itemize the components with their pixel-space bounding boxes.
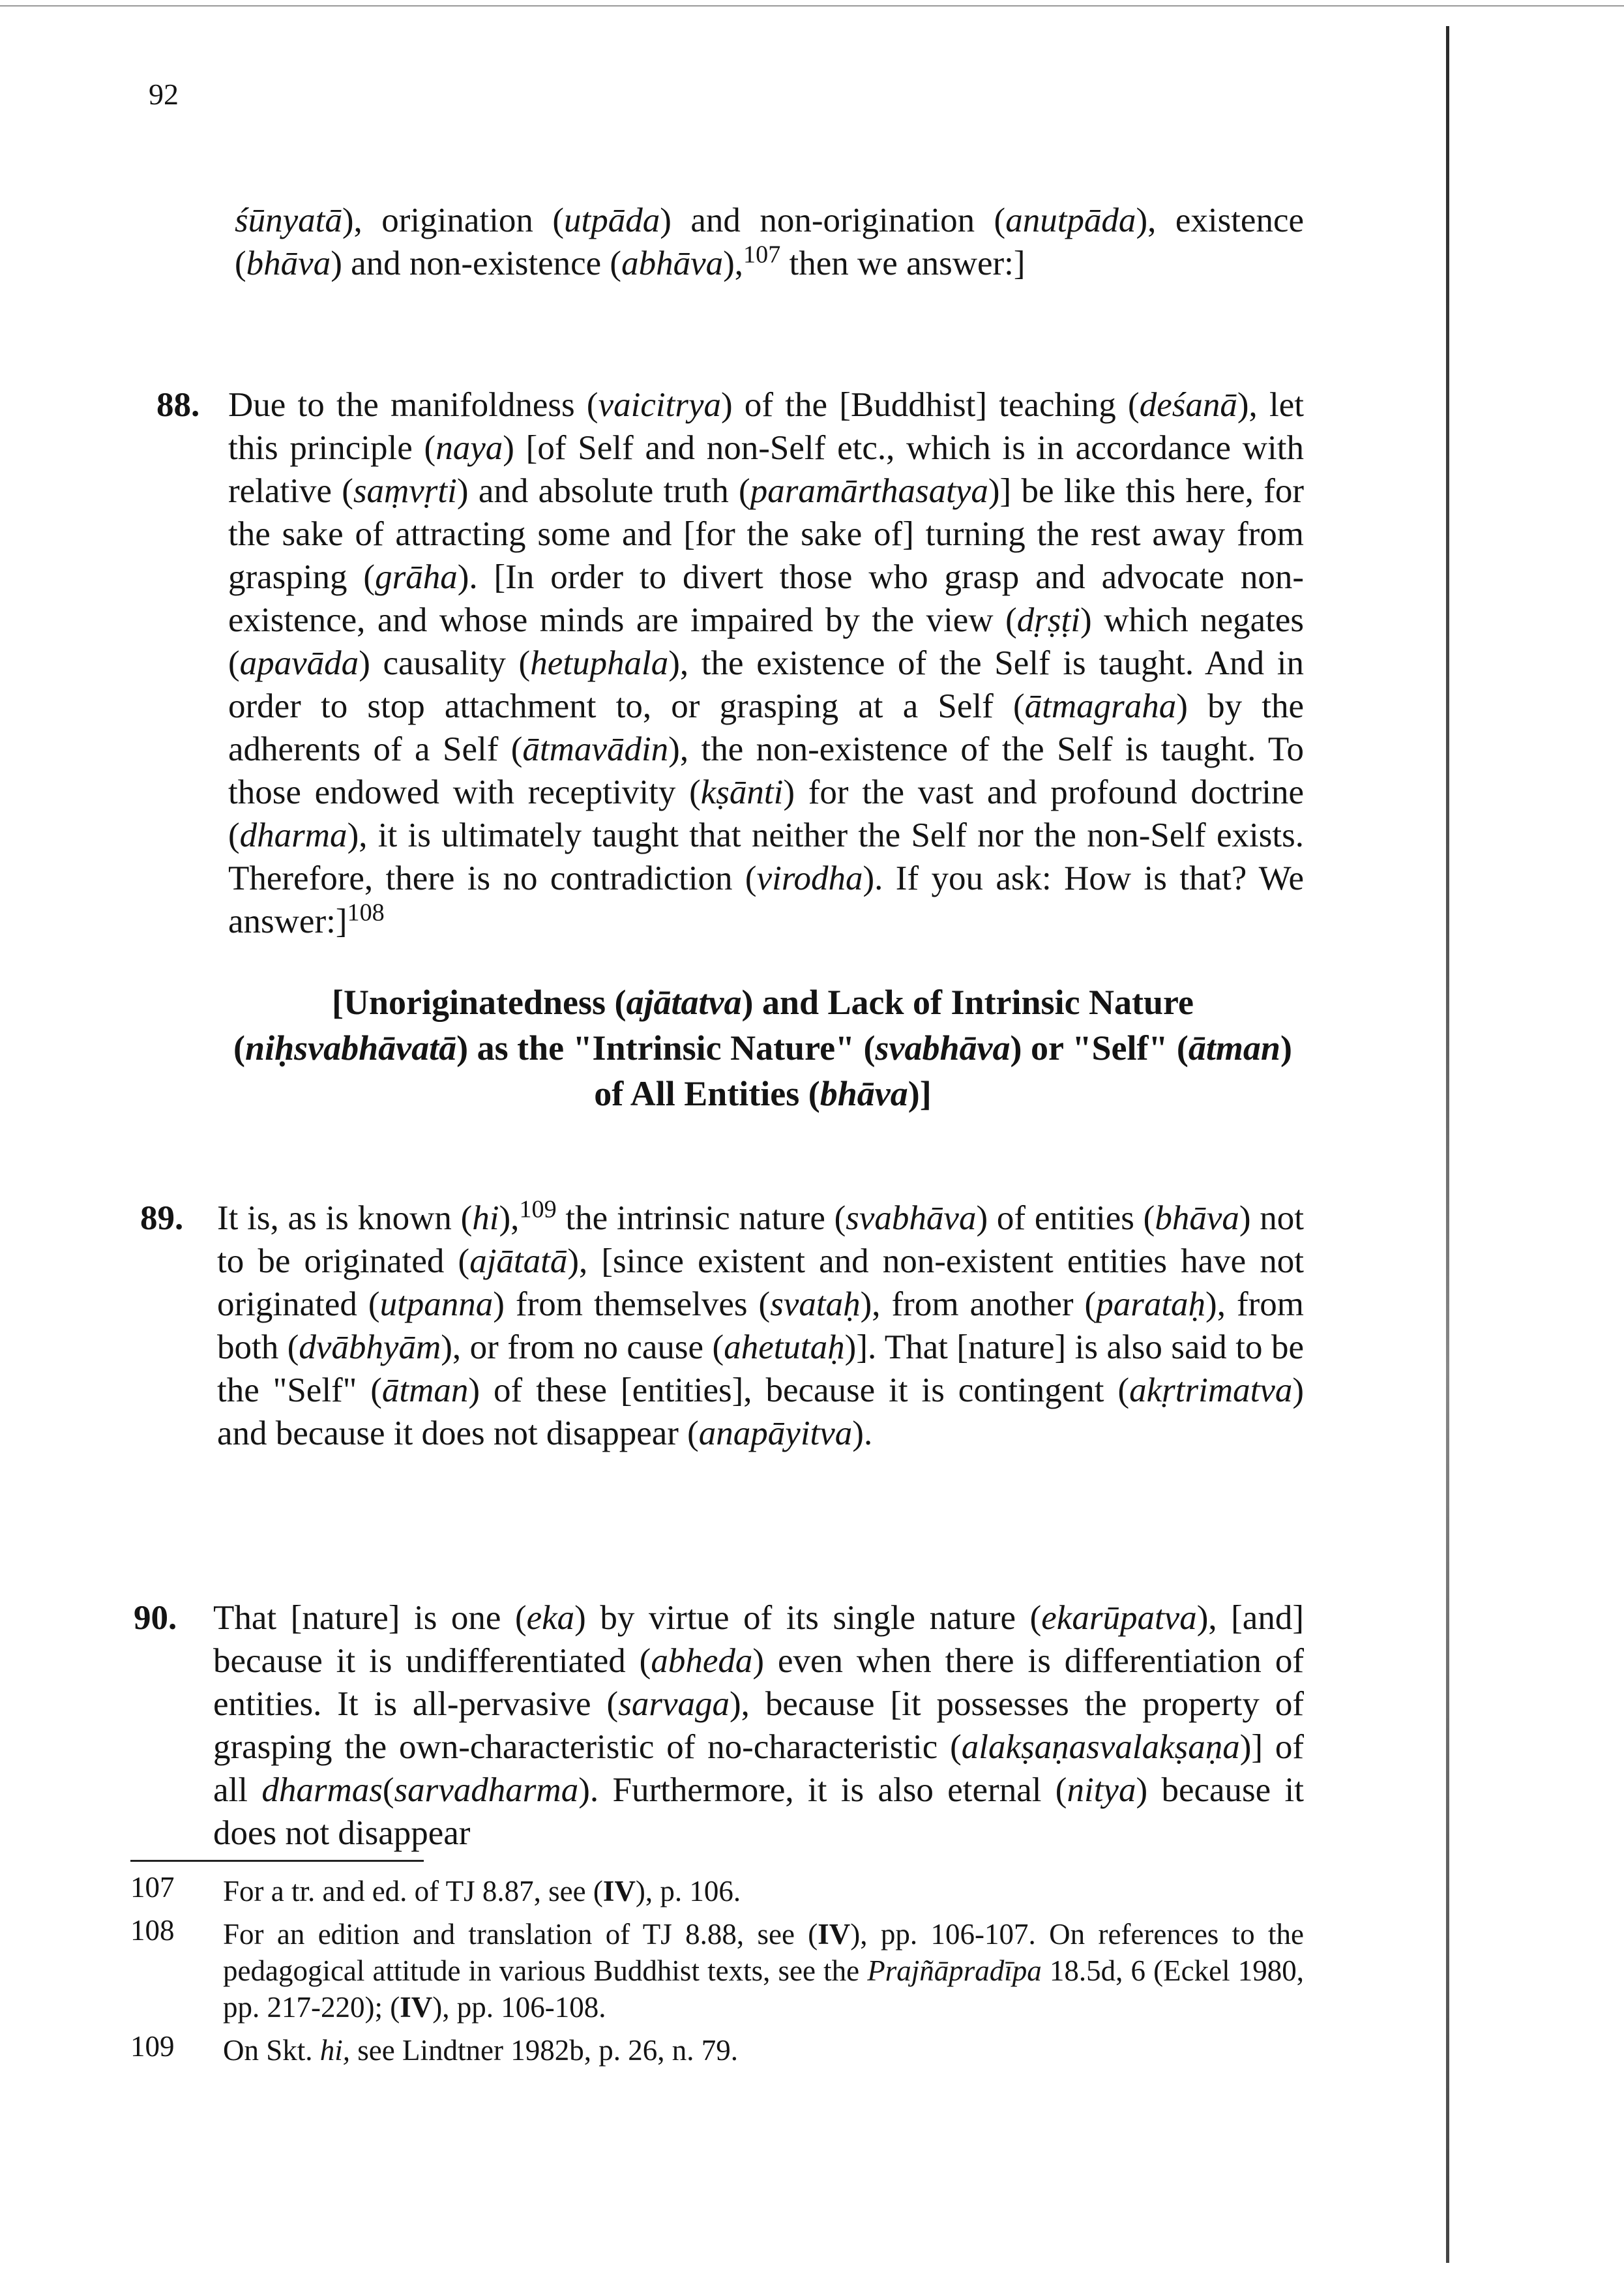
scan-binding-edge <box>1446 26 1449 2263</box>
italic-term: ātman <box>1188 1028 1280 1068</box>
italic-term: ātmavādin <box>522 730 669 768</box>
text-run: ) even when there is differentiation of entities. It is all-pervasive ( <box>213 1642 1304 1723</box>
verse-90 <box>134 1596 1304 1855</box>
text-run: ), from both ( <box>217 1285 1304 1366</box>
text-run: ), <box>499 1199 520 1237</box>
italic-term: sarvadharma <box>394 1771 579 1809</box>
italic-term: akṛtrimatva <box>1129 1371 1293 1409</box>
text-run: ( <box>382 1771 394 1809</box>
text-run: ), p. 106. <box>635 1875 741 1907</box>
text-run: ). <box>852 1414 873 1452</box>
italic-term: ajātatā <box>469 1242 568 1280</box>
text-run: ), existence ( <box>235 202 1304 282</box>
italic-term: ahetutaḥ <box>724 1328 845 1366</box>
text-run: 18.5d, 6 (Eckel 1980, pp. 217-220); ( <box>223 1954 1304 2024</box>
italic-term: naya <box>436 429 503 467</box>
italic-term: dṛṣṭi <box>1016 601 1080 639</box>
text-run: ), <box>723 245 744 282</box>
verse-text <box>213 1596 1304 1855</box>
verse-number: 88. <box>156 386 200 424</box>
italic-term: ātman <box>381 1371 469 1409</box>
footnote-divider <box>130 1860 424 1862</box>
verse-89 <box>140 1197 1304 1455</box>
text-run: ). If you ask: How is that? We answer:] <box>228 859 1304 940</box>
text-run: ) not to be originated ( <box>217 1199 1305 1280</box>
italic-term: śūnyatā <box>235 202 342 239</box>
intro-paragraph <box>235 199 1304 285</box>
text-run: On Skt. <box>223 2034 320 2067</box>
text-run: ), from another ( <box>860 1285 1097 1323</box>
italic-term: svabhāva <box>875 1028 1011 1068</box>
text-run: ), [and] because it is undifferentiated ( <box>213 1599 1304 1680</box>
text-run: ) of these [entities], because it is contingent ( <box>468 1371 1130 1409</box>
italic-term: niḥsvabhāvatā <box>245 1028 457 1068</box>
italic-term: alakṣaṇasvalakṣaṇa <box>961 1728 1240 1766</box>
verse-text <box>228 383 1304 943</box>
italic-term: parataḥ <box>1096 1285 1206 1323</box>
italic-term: hi <box>472 1199 499 1237</box>
italic-term: Prajñāpradīpa <box>867 1954 1042 1987</box>
italic-term: ātmagraha <box>1024 687 1177 725</box>
footnote-109 <box>130 2032 1304 2069</box>
text-run: ) as the "Intrinsic Nature" ( <box>456 1028 876 1068</box>
italic-term: virodha <box>756 859 863 897</box>
footnote-text <box>223 2032 1304 2069</box>
italic-term: ekarūpatva <box>1041 1599 1197 1637</box>
text-run: see Lindtner 1982b, p. 26, n. 79. <box>350 2034 738 2067</box>
text-run: ) and Lack of Intrinsic Nature ( <box>233 983 1194 1068</box>
text-run: ) by virtue of its single nature ( <box>574 1599 1042 1637</box>
italic-term: bhāva <box>246 245 331 282</box>
text-run: ), let this principle ( <box>228 386 1305 467</box>
text-run: ) which negates ( <box>228 601 1304 682</box>
text-run: For an edition and translation of TJ 8.88, see ( <box>223 1918 818 1951</box>
text-run: )] be like this here, for the sake of attracting some and [for the sake of] turning the rest away from grasping ( <box>228 472 1305 596</box>
scan-top-edge <box>0 5 1624 7</box>
italic-term: utpāda <box>563 202 660 239</box>
italic-term: abhāva <box>621 245 724 282</box>
text-run: Due to the manifoldness ( <box>228 386 598 424</box>
italic-term: hetuphala <box>530 644 669 682</box>
footnote-ref: 109 <box>519 1195 557 1223</box>
italic-term: sarvaga <box>618 1685 730 1723</box>
footnote-number: 109 <box>130 2030 175 2063</box>
verse-number: 89. <box>140 1199 184 1237</box>
italic-term: abheda <box>651 1642 753 1680</box>
text-run: ), or from no cause ( <box>441 1328 724 1366</box>
footnotes <box>130 1873 1304 2075</box>
text-run: ) and because it does not disappear ( <box>217 1371 1305 1452</box>
italic-term: dharma <box>239 816 347 854</box>
italic-term: deśanā <box>1139 386 1237 424</box>
italic-term: utpanna <box>379 1285 494 1323</box>
text-run: ) and non-existence ( <box>331 245 622 282</box>
italic-term: nitya <box>1067 1771 1136 1809</box>
text-run: ) from themselves ( <box>493 1285 771 1323</box>
text-run: ), pp. 106-108. <box>432 1991 606 2024</box>
footnote-108 <box>130 1916 1304 2025</box>
text-run: the intrinsic nature ( <box>556 1199 846 1237</box>
text-run: IV <box>400 1991 433 2024</box>
text-run: ). Furthermore, it is also eternal ( <box>578 1771 1067 1809</box>
footnote-text <box>223 1873 1304 1909</box>
text-run: ), pp. 106-107. On references to the pedagogical attitude in various Buddhist texts, see the <box>223 1918 1305 1987</box>
text-run: ) and absolute truth ( <box>456 472 750 510</box>
italic-term: apavāda <box>239 644 359 682</box>
text-run: It is, as is known ( <box>217 1199 473 1237</box>
text-run: ) of the [Buddhist] teaching ( <box>720 386 1140 424</box>
text-run: ) of entities ( <box>976 1199 1155 1237</box>
italic-term: grāha <box>375 558 458 596</box>
text-run: )] of all <box>213 1728 1304 1809</box>
italic-term: paramārthasatya <box>750 472 988 510</box>
text-run: ), the non-existence of the Self is taught. To those endowed with receptivity ( <box>228 730 1304 811</box>
text-run: ) because it does not disappear <box>213 1771 1304 1852</box>
text-run: ) [of Self and non-Self etc., which is in accordance with relative ( <box>228 429 1304 510</box>
italic-term: dharmas <box>261 1771 383 1809</box>
text-run: ) for the vast and profound doctrine ( <box>228 773 1304 854</box>
footnote-number: 108 <box>130 1914 175 1947</box>
italic-term: hi, <box>319 2034 351 2067</box>
page-number: 92 <box>149 78 179 111</box>
text-run: ) by the adherents of a Self ( <box>228 687 1304 768</box>
text-run: ), [since existent and non-existent entities have not originated ( <box>217 1242 1304 1323</box>
text-run: )] <box>908 1074 932 1113</box>
text-run: ), it is ultimately taught that neither the Self nor the non-Self exists. Therefore, there is no contradiction ( <box>228 816 1304 897</box>
italic-term: eka <box>526 1599 575 1637</box>
text-run: ), because [it possesses the property of grasping the own-characteristic of no-characteristic ( <box>213 1685 1304 1766</box>
section-heading <box>222 979 1304 1116</box>
text-run: then we answer:] <box>780 245 1026 282</box>
verse-number: 90. <box>134 1599 177 1637</box>
italic-term: dvābhyām <box>299 1328 441 1366</box>
text-run: IV <box>602 1875 636 1907</box>
text-run: For a tr. and ed. of TJ 8.87, see ( <box>223 1875 603 1907</box>
footnote-text <box>223 1916 1304 2025</box>
footnote-number: 107 <box>130 1871 175 1904</box>
verse-88 <box>156 383 1304 943</box>
italic-term: bhāva <box>819 1074 908 1113</box>
text-run: ). [In order to divert those who grasp and advocate non-existence, and whose minds are impaired by the view ( <box>228 558 1304 639</box>
italic-term: bhāva <box>1155 1199 1239 1237</box>
text-run: IV <box>818 1918 851 1951</box>
italic-term: kṣānti <box>700 773 784 811</box>
text-run: ), the existence of the Self is taught. And in order to stop attachment to, or grasping at a Self ( <box>228 644 1305 725</box>
italic-term: saṃvṛti <box>353 472 457 510</box>
text-run: ) causality ( <box>359 644 531 682</box>
text-run: )]. That [nature] is also said to be the "Self" ( <box>217 1328 1305 1409</box>
verse-text <box>217 1197 1304 1455</box>
italic-term: vaicitrya <box>598 386 721 424</box>
italic-term: svataḥ <box>770 1285 861 1323</box>
italic-term: ajātatva <box>626 983 742 1022</box>
footnote-ref: 108 <box>347 899 385 927</box>
footnote-ref: 107 <box>743 241 781 269</box>
text-run: [Unoriginatedness ( <box>331 983 627 1022</box>
text-run: ) of All Entities ( <box>594 1028 1292 1113</box>
text-run: ) or "Self" ( <box>1010 1028 1188 1068</box>
italic-term: anutpāda <box>1005 202 1136 239</box>
footnote-107 <box>130 1873 1304 1909</box>
text-run: That [nature] is one ( <box>213 1599 527 1637</box>
italic-term: anapāyitva <box>698 1414 853 1452</box>
text-run: ) and non-origination ( <box>660 202 1006 239</box>
italic-term: svabhāva <box>846 1199 977 1237</box>
text-run: ), origination ( <box>342 202 564 239</box>
